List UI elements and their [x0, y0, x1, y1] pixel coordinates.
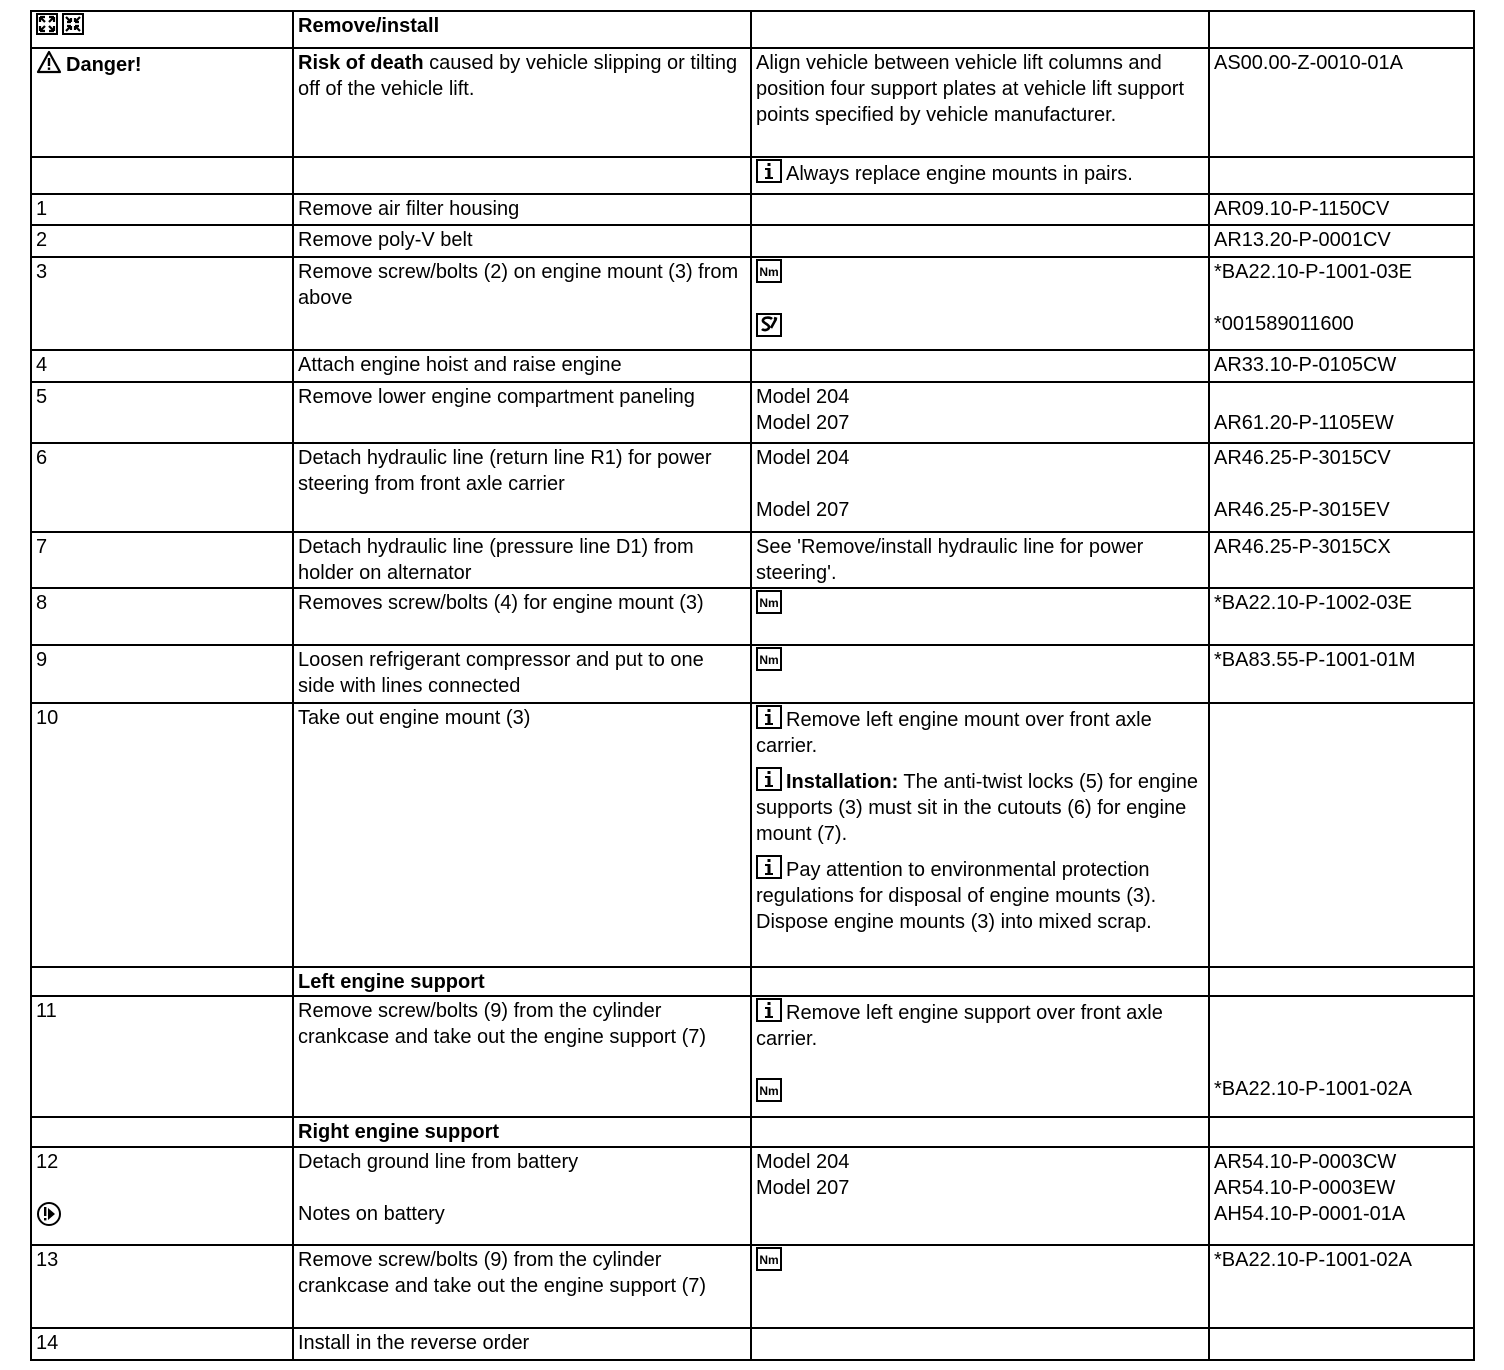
- step-cell: [31, 645, 293, 703]
- notes-cell: [751, 382, 1209, 443]
- step-cell: [31, 11, 293, 48]
- table-row: [31, 1245, 1474, 1328]
- action-cell: [293, 48, 751, 157]
- table-row: [31, 1147, 1474, 1245]
- cell-item: [298, 352, 746, 378]
- cell-item: [298, 196, 746, 222]
- torque-nm-icon: [756, 1078, 782, 1102]
- cell-text: Remove poly-V belt: [298, 229, 473, 251]
- cell-text: Model 204: [756, 1151, 850, 1173]
- table-row: [31, 703, 1474, 967]
- step-cell: [31, 1147, 293, 1245]
- bold-text: Risk of death: [298, 52, 424, 74]
- cell-text: *BA22.10-P-1002-03E: [1214, 592, 1412, 614]
- cell-item: [298, 13, 746, 39]
- cell-text: Attach engine hoist and raise engine: [298, 354, 622, 376]
- notes-cell: [751, 11, 1209, 48]
- cell-item: [1214, 1076, 1469, 1102]
- notes-cell: [751, 1328, 1209, 1360]
- cell-item: [298, 227, 746, 253]
- cell-text: Model 204: [756, 447, 850, 469]
- cell-item: [756, 50, 1204, 128]
- table-row: [31, 350, 1474, 382]
- cell-item: [36, 1330, 288, 1356]
- action-cell: [293, 967, 751, 996]
- table-row: [31, 1328, 1474, 1360]
- cell-item: [1214, 311, 1469, 337]
- reference-cell: [1209, 588, 1474, 645]
- reference-cell: [1209, 645, 1474, 703]
- cell-item: [1214, 227, 1469, 253]
- cell-item: [36, 705, 288, 731]
- cell-item: [1214, 259, 1469, 285]
- cell-text: 8: [36, 592, 48, 614]
- cell-item: [756, 159, 1204, 187]
- cell-text: Remove screw/bolts (2) on engine mount (3) from above: [298, 261, 739, 309]
- notes-cell: [751, 1117, 1209, 1147]
- notes-cell: [751, 350, 1209, 382]
- action-cell: [293, 11, 751, 48]
- table-row: [31, 157, 1474, 194]
- step-cell: [31, 443, 293, 532]
- notes-cell: [751, 443, 1209, 532]
- cell-text: Model 207: [756, 1177, 850, 1199]
- notes-cell: [751, 1147, 1209, 1245]
- cell-item: [1214, 497, 1469, 523]
- action-cell: [293, 257, 751, 350]
- cell-text: 4: [36, 354, 48, 376]
- cell-text: AR46.25-P-3015CX: [1214, 536, 1391, 558]
- cell-text: AR13.20-P-0001CV: [1214, 229, 1391, 251]
- cell-item: [298, 384, 746, 410]
- reference-cell: [1209, 225, 1474, 257]
- notes-cell: [751, 257, 1209, 350]
- reference-cell: [1209, 11, 1474, 48]
- svg-text:Nm: Nm: [759, 1084, 779, 1098]
- step-cell: [31, 1245, 293, 1328]
- action-cell: [293, 443, 751, 532]
- cell-text: AR33.10-P-0105CW: [1214, 354, 1397, 376]
- notes-cell: [751, 703, 1209, 967]
- step-cell: [31, 257, 293, 350]
- cell-item: [756, 855, 1204, 909]
- cell-text: Detach ground line from battery: [298, 1151, 579, 1173]
- step-cell: [31, 588, 293, 645]
- notes-icon[interactable]: [36, 1201, 62, 1227]
- action-cell: [293, 225, 751, 257]
- cell-item: [1214, 590, 1469, 616]
- notes-cell: [751, 157, 1209, 194]
- cell-text: *BA83.55-P-1001-01M: [1214, 649, 1416, 671]
- reference-cell: [1209, 157, 1474, 194]
- cell-text: Pay attention to environmental protection regulations for disposal of engine mounts (3).: [756, 858, 1157, 907]
- procedure-table: [30, 10, 1475, 1361]
- cell-text: 6: [36, 447, 48, 469]
- cell-item: [298, 259, 746, 311]
- torque-nm-icon: [756, 590, 782, 614]
- reference-cell: [1209, 48, 1474, 157]
- cell-item: [1214, 196, 1469, 222]
- reference-cell: [1209, 1117, 1474, 1147]
- cell-item: [36, 50, 288, 78]
- cell-text: Remove screw/bolts (9) from the cylinder crankcase and take out the engine support (7): [298, 1000, 707, 1048]
- table-row: [31, 996, 1474, 1117]
- action-cell: [293, 194, 751, 225]
- cell-item: [1214, 1149, 1469, 1175]
- cell-text: AS00.00-Z-0010-01A: [1214, 52, 1404, 74]
- reference-cell: [1209, 532, 1474, 588]
- cell-item: [756, 909, 1204, 935]
- cell-text: AR61.20-P-1105EW: [1214, 412, 1394, 434]
- action-cell: [293, 350, 751, 382]
- table-row: [31, 1117, 1474, 1147]
- cell-item: [756, 445, 1204, 471]
- cell-item: [36, 998, 288, 1024]
- cell-item: [756, 1149, 1204, 1175]
- action-cell: [293, 645, 751, 703]
- reference-cell: [1209, 194, 1474, 225]
- cell-text: 2: [36, 229, 48, 251]
- cell-item: [756, 1175, 1204, 1201]
- reference-cell: [1209, 967, 1474, 996]
- action-cell: [293, 703, 751, 967]
- cell-item: [298, 534, 746, 586]
- cell-item: [36, 445, 288, 471]
- cell-text: AR09.10-P-1150CV: [1214, 198, 1390, 220]
- notes-cell: [751, 1245, 1209, 1328]
- cell-text: 7: [36, 536, 48, 558]
- reference-cell: [1209, 350, 1474, 382]
- action-cell: [293, 1245, 751, 1328]
- cell-text: 5: [36, 386, 48, 408]
- procedure-table-body: [31, 11, 1474, 1360]
- special-tool-icon: [756, 313, 782, 337]
- notes-cell: [751, 967, 1209, 996]
- reference-cell: [1209, 996, 1474, 1117]
- cell-text: Dispose engine mounts (3) into mixed scrap.: [756, 910, 1152, 933]
- step-cell: [31, 967, 293, 996]
- cell-item: [756, 313, 1204, 341]
- cell-item: [298, 590, 746, 616]
- cell-item: [1214, 1201, 1469, 1227]
- bold-text: Right engine support: [298, 1121, 500, 1143]
- cell-item: [756, 410, 1204, 436]
- reference-cell: [1209, 257, 1474, 350]
- cell-text: 14: [36, 1332, 59, 1354]
- info-icon: [756, 705, 782, 729]
- cell-text: Remove left engine support over front axle carrier.: [756, 1002, 1163, 1050]
- step-cell: [31, 1328, 293, 1360]
- info-icon: [756, 767, 782, 791]
- cell-item: [756, 647, 1204, 675]
- cell-item: [36, 647, 288, 673]
- cell-item: [298, 1201, 746, 1227]
- cell-item: [36, 352, 288, 378]
- step-cell: [31, 382, 293, 443]
- step-cell: [31, 225, 293, 257]
- step-cell: [31, 194, 293, 225]
- table-row: [31, 443, 1474, 532]
- step-cell: [31, 157, 293, 194]
- cell-item: [36, 1201, 288, 1231]
- cell-text: AR46.25-P-3015EV: [1214, 499, 1390, 521]
- reference-cell: [1209, 1147, 1474, 1245]
- table-row: [31, 645, 1474, 703]
- cell-text: *BA22.10-P-1001-03E: [1214, 261, 1412, 283]
- cell-text: Align vehicle between vehicle lift columns and position four support plates at vehicle lift support points specified by vehicle manufacturer.: [756, 52, 1185, 126]
- cell-item: [36, 259, 288, 285]
- cell-text: AR54.10-P-0003CW: [1214, 1151, 1397, 1173]
- cell-text: Remove lower engine compartment paneling: [298, 386, 695, 408]
- step-cell: [31, 703, 293, 967]
- cell-text: *BA22.10-P-1001-02A: [1214, 1249, 1412, 1271]
- cell-text: Remove air filter housing: [298, 198, 520, 220]
- cell-item: [298, 50, 746, 102]
- cell-text: Model 207: [756, 412, 850, 434]
- bold-text: Danger!: [66, 54, 142, 76]
- cell-text: *001589011600: [1214, 313, 1354, 335]
- cell-item: [298, 998, 746, 1050]
- cell-item: [36, 196, 288, 222]
- collapse-icon[interactable]: [62, 13, 84, 35]
- step-cell: [31, 996, 293, 1117]
- reference-cell: [1209, 703, 1474, 967]
- warning-icon: [36, 50, 62, 74]
- reference-cell: [1209, 1245, 1474, 1328]
- cell-item: [1214, 50, 1469, 76]
- table-row: [31, 257, 1474, 350]
- cell-item: [36, 1247, 288, 1273]
- action-cell: [293, 382, 751, 443]
- cell-text: *BA22.10-P-1001-02A: [1214, 1078, 1412, 1100]
- cell-text: 3: [36, 261, 48, 283]
- action-cell: [293, 157, 751, 194]
- svg-text:Nm: Nm: [759, 596, 779, 610]
- cell-text: 1: [36, 198, 48, 220]
- cell-item: [298, 445, 746, 497]
- cell-text: AR46.25-P-3015CV: [1214, 447, 1391, 469]
- cell-text: Model 207: [756, 499, 850, 521]
- bold-text: Installation:: [786, 770, 899, 793]
- action-cell: [293, 532, 751, 588]
- cell-text: Remove left engine mount over front axle carrier.: [756, 709, 1152, 757]
- bold-text: Left engine support: [298, 971, 485, 993]
- cell-text: Detach hydraulic line (return line R1) for power steering from front axle carrier: [298, 447, 712, 495]
- cell-item: [756, 590, 1204, 618]
- cell-text: Take out engine mount (3): [298, 707, 531, 729]
- cell-item: [1214, 1247, 1469, 1273]
- notes-cell: [751, 225, 1209, 257]
- action-cell: [293, 1147, 751, 1245]
- cell-item: [1214, 647, 1469, 673]
- cell-item: [756, 705, 1204, 759]
- svg-text:Nm: Nm: [759, 1253, 779, 1267]
- cell-text: 10: [36, 707, 59, 729]
- notes-cell: [751, 532, 1209, 588]
- table-row: [31, 588, 1474, 645]
- expand-icon[interactable]: [36, 13, 58, 35]
- action-cell: [293, 588, 751, 645]
- table-row: [31, 11, 1474, 48]
- table-row: [31, 194, 1474, 225]
- cell-text: Remove screw/bolts (9) from the cylinder crankcase and take out the engine support (7): [298, 1249, 707, 1297]
- torque-nm-icon: [756, 1247, 782, 1271]
- cell-item: [1214, 410, 1469, 436]
- cell-item: [298, 1247, 746, 1299]
- cell-item: [36, 227, 288, 253]
- cell-item: [1214, 352, 1469, 378]
- action-cell: [293, 1117, 751, 1147]
- table-row: [31, 967, 1474, 996]
- notes-cell: [751, 194, 1209, 225]
- notes-cell: [751, 645, 1209, 703]
- cell-text: Notes on battery: [298, 1203, 445, 1225]
- action-cell: [293, 996, 751, 1117]
- cell-item: [298, 1119, 746, 1145]
- cell-text: See 'Remove/install hydraulic line for power steering'.: [756, 536, 1144, 584]
- cell-item: [756, 384, 1204, 410]
- cell-item: [298, 969, 746, 995]
- cell-text: 11: [36, 1000, 57, 1022]
- cell-item: [756, 534, 1204, 586]
- cell-text: The anti-twist locks (5) for engine supports (3) must sit in the cutouts (6) for engine mount (7).: [756, 770, 1198, 845]
- cell-item: [1214, 445, 1469, 471]
- cell-item: [756, 998, 1204, 1052]
- bold-text: Remove/install: [298, 15, 440, 37]
- table-row: [31, 225, 1474, 257]
- torque-nm-icon: [756, 647, 782, 671]
- step-cell: [31, 48, 293, 157]
- svg-text:Nm: Nm: [759, 265, 779, 279]
- info-icon: [756, 998, 782, 1022]
- cell-item: [756, 767, 1204, 847]
- table-row: [31, 532, 1474, 588]
- cell-item: [298, 647, 746, 699]
- cell-item: [756, 259, 1204, 287]
- cell-item: [1214, 534, 1469, 560]
- cell-item: [756, 497, 1204, 523]
- reference-cell: [1209, 382, 1474, 443]
- notes-cell: [751, 588, 1209, 645]
- cell-text: 13: [36, 1249, 59, 1271]
- notes-cell: [751, 996, 1209, 1117]
- cell-item: [756, 1247, 1204, 1275]
- cell-item: [298, 1330, 746, 1356]
- cell-item: [36, 590, 288, 616]
- cell-text: 12: [36, 1151, 59, 1173]
- cell-item: [1214, 1175, 1469, 1201]
- table-row: [31, 48, 1474, 157]
- info-icon: [756, 855, 782, 879]
- step-cell: [31, 532, 293, 588]
- notes-cell: [751, 48, 1209, 157]
- table-row: [31, 382, 1474, 443]
- info-icon: [756, 159, 782, 183]
- torque-nm-icon: [756, 259, 782, 283]
- cell-text: AH54.10-P-0001-01A: [1214, 1203, 1406, 1225]
- cell-item: [36, 534, 288, 560]
- cell-item: [298, 1149, 746, 1175]
- cell-text: Install in the reverse order: [298, 1332, 530, 1354]
- cell-item: [36, 1149, 288, 1175]
- reference-cell: [1209, 1328, 1474, 1360]
- cell-item: [36, 13, 288, 39]
- cell-item: [756, 1078, 1204, 1106]
- cell-item: [36, 384, 288, 410]
- cell-text: Loosen refrigerant compressor and put to one side with lines connected: [298, 649, 704, 697]
- step-cell: [31, 350, 293, 382]
- cell-text: 9: [36, 649, 48, 671]
- action-cell: [293, 1328, 751, 1360]
- cell-item: [298, 705, 746, 731]
- cell-text: caused by vehicle slipping or tilting off of the vehicle lift.: [298, 52, 738, 100]
- cell-text: Removes screw/bolts (4) for engine mount (3): [298, 592, 704, 614]
- cell-text: Detach hydraulic line (pressure line D1) from holder on alternator: [298, 536, 694, 584]
- cell-text: AR54.10-P-0003EW: [1214, 1177, 1396, 1199]
- svg-text:Nm: Nm: [759, 653, 779, 667]
- cell-text: Model 204: [756, 386, 850, 408]
- cell-text: Always replace engine mounts in pairs.: [786, 163, 1133, 185]
- step-cell: [31, 1117, 293, 1147]
- reference-cell: [1209, 443, 1474, 532]
